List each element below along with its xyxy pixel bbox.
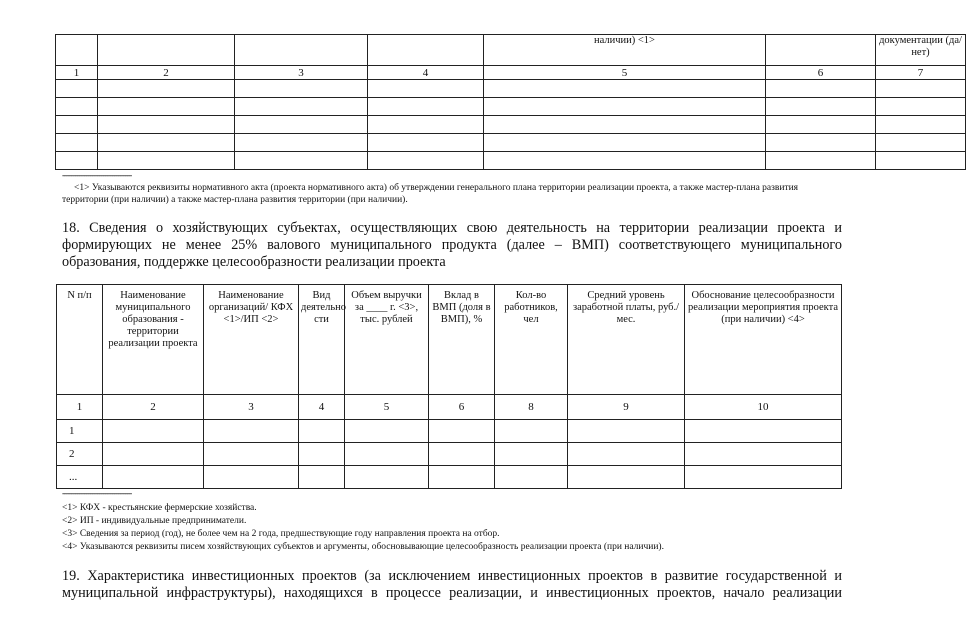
table-header-row [56,35,966,66]
footnote-letters: <4> Указываются реквизиты писем хозяйствующих субъектов и аргументы, обосновывающие целесообразность реализации проекта (при наличии). [62,542,664,552]
table-row [56,80,966,98]
column-number: 4 [368,66,484,80]
column-number: 8 [495,395,568,420]
table-header-row [57,285,842,395]
column-number: 6 [766,66,876,80]
column-number: 2 [98,66,235,80]
column-number: 6 [429,395,495,420]
header-cell-employees: Кол-во работников, чел [495,285,568,395]
column-number: 2 [103,395,204,420]
section-18-heading-line-1: 18. Сведения о хозяйствующих субъектах, осуществляющих свою деятельность на территории реализации проекта и [62,220,842,236]
header-cell-organization: Наименование организаций/ КФХ <1>/ИП <2> [204,285,299,395]
header-cell-activity: Вид деятельно сти [299,285,345,395]
column-number: 4 [299,395,345,420]
column-number: 5 [345,395,429,420]
header-cell [368,35,484,66]
header-cell-number: N п/п [57,285,103,395]
footnote-1: <1> Указываются реквизиты нормативного акта (проекта нормативного акта) об утверждении генерального плана территории реализации проекта, а также мастер-плана развития территории (при наличии) а также мастер-плана развития территории (при наличии). [62,183,799,205]
header-cell [56,35,98,66]
footnote-period: <3> Сведения за период (год), не более чем на 2 года, предшествующие году направления проекта на отбор. [62,529,500,539]
column-number: 7 [876,66,966,80]
header-cell [766,35,876,66]
row-number: ... [57,466,103,489]
header-cell [98,35,235,66]
row-number: 2 [57,443,103,466]
footnote-kfh: <1> КФХ - крестьянские фермерские хозяйства. [62,503,257,513]
header-cell [235,35,368,66]
table-row [57,443,842,466]
column-number: 3 [204,395,299,420]
column-number: 10 [685,395,842,420]
infrastructure-table [55,34,966,170]
table-row [56,152,966,170]
section-18-heading-line-2: формирующих не менее 25% валового муниципального продукта (далее – ВМП) соответствующего муниципального [62,237,842,253]
table-row [56,98,966,116]
footnote-divider: -------------------------------- [62,171,132,181]
header-cell-revenue: Объем выручки за ____ г. <3>, тыс. рублей [345,285,429,395]
section-19-heading-line-2: муниципальной инфраструктуры), находящихся в процессе реализации, и инвестиционных проектов, начало реализации [62,585,842,601]
header-cell-municipality: Наименование муниципального образования - территории реализации проекта [103,285,204,395]
header-cell-gmp-share: Вклад в ВМП (доля в ВМП), % [429,285,495,395]
column-number: 3 [235,66,368,80]
column-number-row [56,66,966,80]
header-cell: документации (да/нет) [876,35,966,66]
section-19-heading-line-1: 19. Характеристика инвестиционных проектов (за исключением инвестиционных проектов в развитие государственной и [62,568,842,584]
column-number: 1 [56,66,98,80]
table-row [57,420,842,443]
header-cell: наличии) <1> [484,35,766,66]
column-number: 5 [484,66,766,80]
column-number-row [57,395,842,420]
header-cell-justification: Обоснование целесообразности реализации мероприятия проекта (при наличии) <4> [685,285,842,395]
section-18-heading-line-3: образования, поддержке целесообразности реализации проекта [62,254,446,270]
business-entities-table [56,284,842,489]
header-cell-salary: Средний уровень заработной платы, руб./мес. [568,285,685,395]
table-row [56,116,966,134]
footnote-divider: -------------------------------- [62,489,132,499]
footnote-ip: <2> ИП - индивидуальные предприниматели. [62,516,247,526]
column-number: 9 [568,395,685,420]
column-number: 1 [57,395,103,420]
table-row [57,466,842,489]
table-row [56,134,966,152]
row-number: 1 [57,420,103,443]
